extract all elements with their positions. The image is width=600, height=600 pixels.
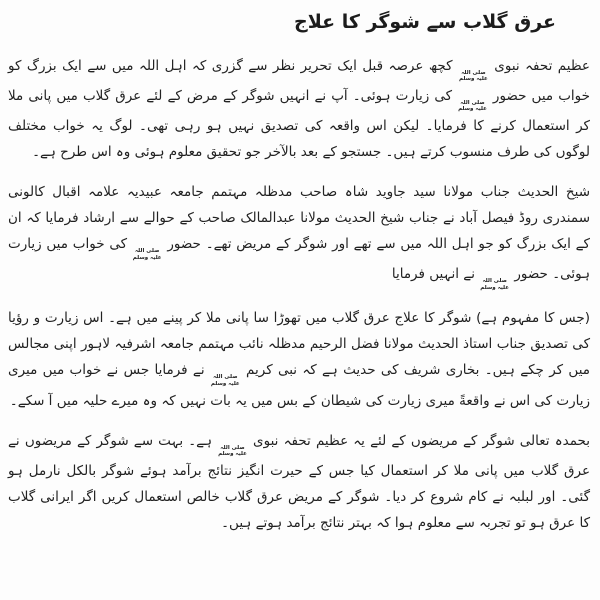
honorific-bottom-text: علیہ وسلم bbox=[480, 284, 510, 291]
honorific-bottom-text: علیہ وسلم bbox=[218, 451, 247, 458]
body-paragraph: بحمدہ تعالی شوگر کے مریضوں کے لئے یہ عظیم تحفہ نبوی صلی اللہ علیہ وسلم ہے۔ بہت سے شوگر کے مریضوں نے عرق گلاب میں پانی ملا کر استعمال کیا جس کے حیرت انگیز نتائج برآمد ہوئے شوگر بالکل نارمل ہو گئی۔ اور لبلبہ نے کام شروع کر دیا۔ شوگر کے مریض عرق گلاب خالص استعمال کریں اگر ایرانی گلاب کا عرق ہو تو تجربہ سے معلوم ہوا کہ بہتر نتائج برآمد ہوتے ہیں۔ bbox=[8, 432, 590, 531]
honorific-top-text: صلی اللہ bbox=[482, 278, 507, 285]
honorific-top-text: صلی اللہ bbox=[461, 69, 486, 76]
honorific-bottom-text: علیہ وسلم bbox=[459, 76, 488, 83]
honorific-mark bbox=[459, 70, 488, 83]
page-title: عرق گلاب سے شوگر کا علاج bbox=[294, 11, 556, 33]
honorific-mark bbox=[480, 278, 509, 291]
honorific-mark bbox=[133, 248, 162, 261]
article-body bbox=[8, 53, 590, 536]
honorific-top-text: صلی اللہ bbox=[213, 374, 238, 381]
honorific-mark bbox=[211, 374, 240, 387]
honorific-top-text: صلی اللہ bbox=[134, 248, 160, 255]
honorific-bottom-text: علیہ وسلم bbox=[132, 254, 162, 261]
honorific-mark bbox=[458, 100, 487, 113]
body-paragraph: شیخ الحدیث جناب مولانا سید جاوید شاہ صاحب مدظلہ مہتمم جامعہ عبیدیہ علامہ اقبال کالونی سمندری روڈ فیصل آباد نے جناب شیخ الحدیث مولانا عبدالمالک صاحب کے حوالے سے ارشاد فرمایا کہ ان کے ایک بزرگ کو جو اہل اللہ میں سے تھے اور شوگر کے مریض تھے۔ حضور صلی اللہ علیہ وسلم کی خواب میں زیارت ہوئی۔ حضور صلی اللہ علیہ وسلم نے انہیں فرمایا bbox=[8, 184, 590, 291]
honorific-mark bbox=[218, 445, 247, 458]
honorific-bottom-text: علیہ وسلم bbox=[458, 106, 487, 113]
body-paragraph: (جس کا مفہوم ہے) شوگر کا علاج عرق گلاب میں تھوڑا سا پانی ملا کر پینے میں ہے۔ اس زیارت و رؤیا کی تصدیق جناب استاذ الحدیث مولانا فضل الرحیم مدظلہ نائب مہتمم جامعہ اشرفیہ لاہور اپنی مجالس میں کر چکے ہیں۔ بخاری شریف کی حدیث ہے کہ نبی کریم صلی اللہ علیہ وسلم نے فرمایا جس نے خواب میں میری زیارت کی اس نے واقعةً میری زیارت کی شیطان کے بس میں یہ بات نہیں کہ وہ میرے حلیہ میں آ سکے۔ bbox=[8, 310, 590, 409]
honorific-bottom-text: علیہ وسلم bbox=[210, 381, 240, 388]
honorific-top-text: صلی اللہ bbox=[460, 99, 485, 106]
honorific-top-text: صلی اللہ bbox=[220, 444, 245, 451]
body-paragraph: عظیم تحفہ نبوی صلی اللہ علیہ وسلم کچھ عرصہ قبل ایک تحریر نظر سے گزری کہ اہل اللہ میں سے ایک بزرگ کو خواب میں حضور صلی اللہ علیہ وسلم کی زیارت ہوئی۔ آپ نے انہیں شوگر کے مرض کے لئے عرق گلاب میں پانی ملا کر استعمال کرنے کا فرمایا۔ لیکن اس واقعہ کی تصدیق نہیں ہو رہی تھی۔ لوگ یہ خواب مختلف لوگوں کی طرف منسوب کرتے ہیں۔ جستجو کے بعد بالآخر جو تحقیق معلوم ہوئی وہ اس طرح ہے۔ bbox=[8, 57, 590, 161]
